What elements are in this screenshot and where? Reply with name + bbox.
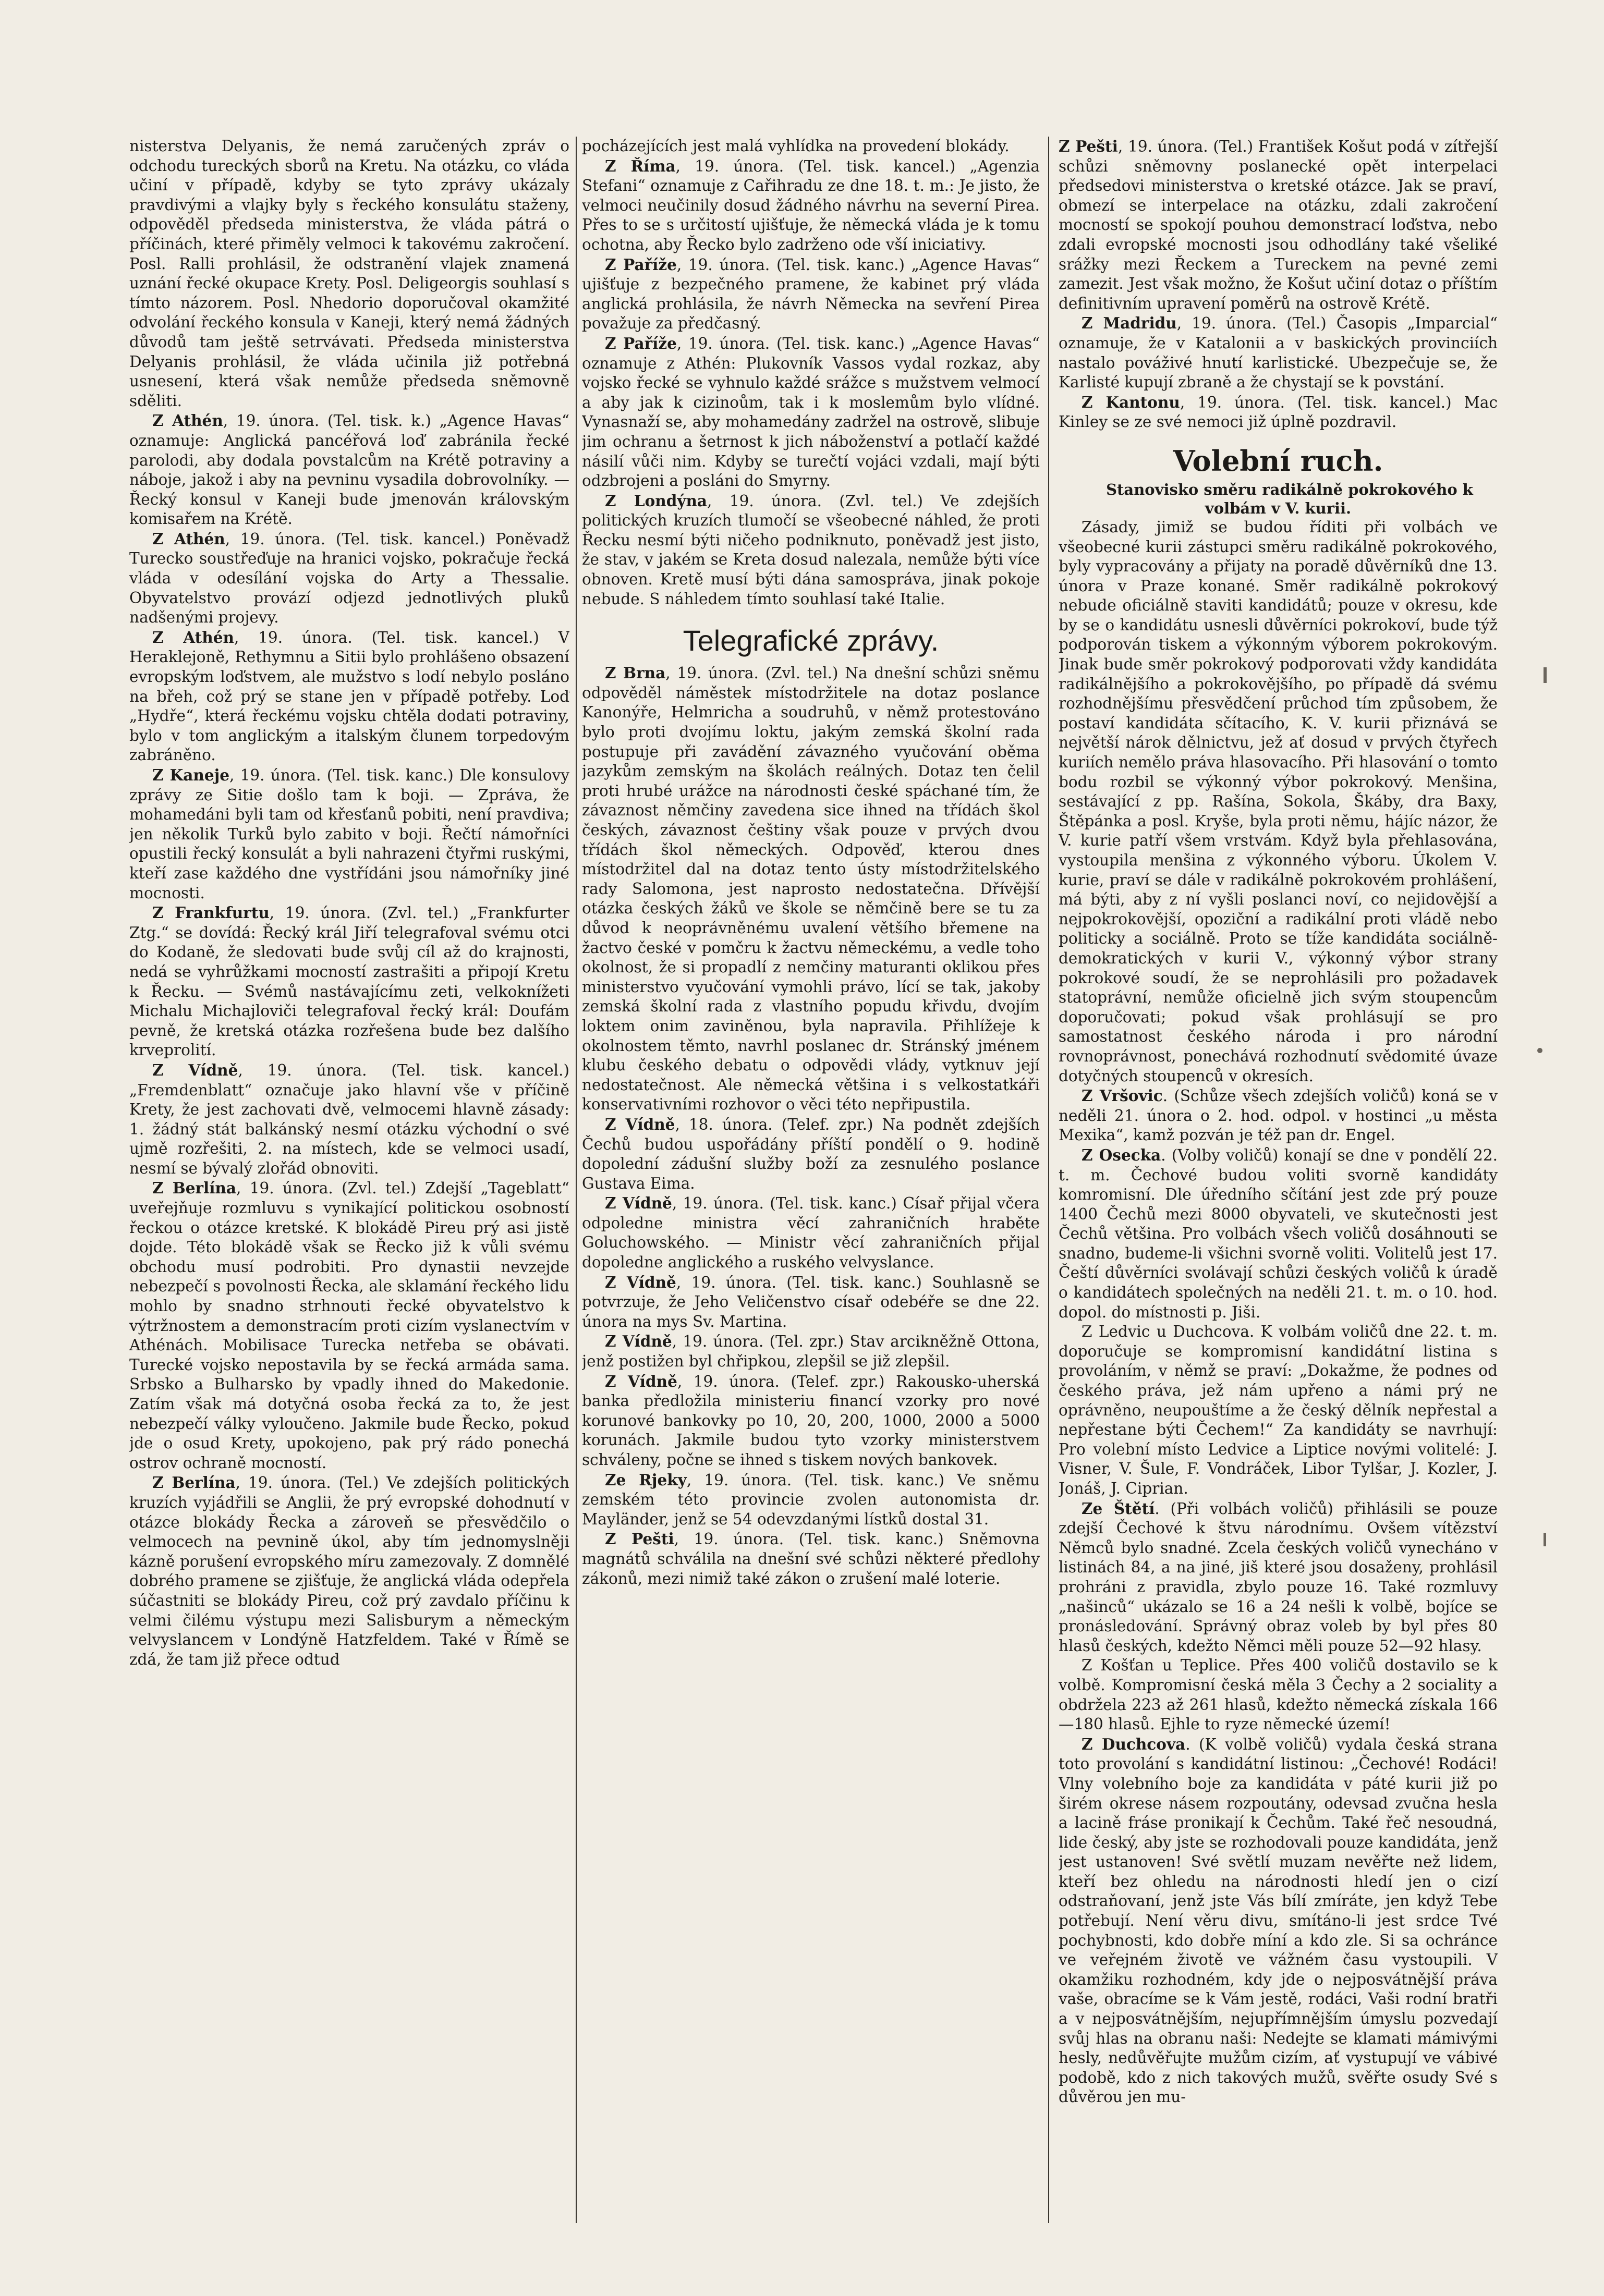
dateline: Z Athén [152, 411, 223, 430]
article-paragraph: Z Athén, 19. února. (Tel. tisk. k.) „Agence Havas“ oznamuje: Anglická pancéřová loď zabránila řecké parolodi, aby dodala povstalcům na Krétě potraviny a náboje, jakož i aby na pevninu vysadila dobrovolníky. — Řecký konsul v Kaneji bude jmenován královským komisařem na Krétě. [129, 411, 569, 528]
article-paragraph: Z Košťan u Teplice. Přes 400 voličů dostavilo se k volbě. Kompromisní česká měla 3 Čechy a 2 sociality a obdržela 223 až 261 hlasů, kdežto německá získala 166—180 hlasů. Ejhle to ryze německé území! [1059, 1656, 1498, 1733]
article-paragraph: Z Vídně, 19. února. (Tel. tisk. kanc.) Souhlasně se potvrzuje, že Jeho Veličenstvo císař odebéře se dne 22. února na mys Sv. Martina. [582, 1273, 1040, 1330]
article-paragraph: Z Duchcova. (K volbě voličů) vydala česká strana toto provolání s kandidátní listinou: „Čechové! Rodáci! Vlny volebního boje za kandidáta v páté kurii již po širém okrese násem rozpoutány, odevsad zvučna hesla a lacině fráse pronikají k Čechům. Také řeč nesoudná, lide český, aby jste se rozhodovali pouze kandidáta, jenž jest ustanoven! Své světlí muzam nevěřte než lidem, kteří bez ohledu na národnosti hledí jen o cizí odstraňovaní, jenž jste Vás bílí zmíráte, jen když Tebe potřebují. Není věru divu, smítáno-li jest srdce Tvé pochybnosti, kdo dobře míní a kdo zle. Si sa ochránce ve veřejném životě ve vážném času vystoupili. V okamžiku rozhodném, kdy jde o nejposvátnější práva vaše, obracíme se k Vám jestě, rodáci, Vaši rodní bratři a v nejposvátnějším, nejupřímnějším úmyslu pozvedají svůj hlas na obranu naši: Nedejte se klamati mámivými hesly, nedůvěřujte mužům cizím, ať vystupují ve vábivé podobě, kdo z nich takových mužů, svěřte osudy Své s důvěrou jen mu- [1059, 1735, 1498, 2106]
article-paragraph: Z Frankfurtu, 19. února. (Zvl. tel.) „Frankfurter Ztg.“ se dovídá: Řecký král Jiří telegrafoval svému otci do Kodaně, že sledovati bude svůj cíl až do krajnosti, nedá se vyhrůžkami mocností zastrašiti a připojí Kretu k Řecku. — Svémů nastávajícímu zeti, velkoknížeti Michalu Michajloviči telegrafoval řecký král: Doufám pevně, že kretská otázka rozřešena bude bez dalšího krveprolití. [129, 903, 569, 1059]
article-paragraph: Z Madridu, 19. února. (Tel.) Časopis „Imparcial“ oznamuje, že v Katalonii a v baskických provinciích nastalo pováživé hnutí karlistické. Ubezpečuje se, že Karlisté kupují zbraně a že chystají se k povstání. [1059, 314, 1498, 392]
dateline: Z Madridu [1082, 314, 1177, 333]
article-paragraph: Z Berlína, 19. února. (Tel.) Ve zdejších politických kruzích vyjádřili se Anglii, že prý evropské dohodnutí v otázce blokády Řecka a zároveň se přesvědčilo o velmocech na pevnině úkol, aby tím jednomyslněji kázně porušení evropského míru zamezovaly. Z domnělé dobrého pramene se zjišťuje, že anglická vláda odepřela súčastniti se blokády Pireu, což prý zavdalo příčinu k velmi čilému výstupu mezi Salisburym a německým velvyslancem v Londýně Hatzfeldem. Také v Římě se zdá, že tam již přece odtud [129, 1473, 569, 1668]
dateline: Z Vídně [605, 1332, 672, 1351]
article-paragraph: Z Pešti, 19. února. (Tel. tisk. kanc.) Sněmovna magnátů schválila na dnešní své schůzi některé předlohy zákonů, mezi nimiž také zákon o zrušení malé loterie. [582, 1530, 1040, 1587]
dateline: Z Vídně [605, 1372, 677, 1390]
dateline: Z Kaneje [152, 766, 230, 784]
article-paragraph: Z Vídně, 19. února. (Telef. zpr.) Rakousko-uherská banka předložila ministeriu financí vzorky pro nové korunové bankovky po 10, 20, 200, 1000, 2000 a 5000 korunách. Jakmile budou tyto vzorky ministerstvem schváleny, počne se ihned s tiskem nových bankovek. [582, 1372, 1040, 1469]
dateline: Z Říma [605, 156, 676, 175]
column-middle [582, 137, 1040, 2238]
article-paragraph: Z Londýna, 19. února. (Zvl. tel.) Ve zdejších politických kruzích tlumočí se všeobecné náhled, že proti Řecku nesmí býti ničeho podniknuto, poněvadž jest jisto, že stav, v jakém se Kreta dosud nalezala, nemůže býti více obnoven. Kretě musí býti dána samospráva, jinak pokoje nebude. S náhledem tímto souhlasí také Italie. [582, 491, 1040, 608]
article-paragraph: Z Vídně, 19. února. (Tel. zpr.) Stav arcikněžně Ottona, jenž postižen byl chřipkou, zlepšil se již zlepšil. [582, 1332, 1040, 1371]
article-paragraph: Z Kaneje, 19. února. (Tel. tisk. kanc.) Dle konsulovy zprávy ze Sitie došlo tam k boji. — Zpráva, že mohamedáni byli tam od křesťanů pobiti, není pravdiva; jen několik Turků bylo zabito v boji. Řečtí námořníci opustili řecký konsulát a byli nahrazeni čtyřmi ruskými, kteří zase každého dne vystřídáni jsou námořníky jiné mocnosti. [129, 766, 569, 902]
show-through-text [120, 113, 1502, 131]
article-paragraph: nisterstva Delyanis, že nemá zaručených zpráv o odchodu tureckých sborů na Kretu. Na otázku, co vláda učiní v případě, kdyby se tyto zprávy ukázaly pravdivými a vlajky byly s řeckého konsulátu staženy, odpověděl předseda ministerstva, že vláda pátrá o příčinách, které přiměly velmoci k takovému zakročení. Posl. Ralli prohlásil, že odstranění vlajek znamená uznání řecké okupace Krety. Posl. Deligeorgis souhlasí s tímto názorem. Posl. Nhedorio doporučoval okamžité odvolání řeckého konsula v Kaneji, který nemá žádných důvodů tam ještě setrvávati. Předseda ministerstva Delyanis prohlásil, že vláda učinila již potřebná usnesení, která však nemůže předseda sněmovně sděliti. [129, 137, 569, 410]
column-rule-right [1048, 137, 1049, 2223]
article-paragraph: Z Kantonu, 19. února. (Tel. tisk. kancel.) Mac Kinley se ze své nemoci již úplně pozdravil. [1059, 393, 1498, 431]
dateline: Z Paříže [605, 255, 677, 274]
article-paragraph: Z Vídně, 18. února. (Telef. zpr.) Na podnět zdejších Čechů budou uspořádány příští pondělí o 9. hodině dopolední zádušní služby boží za zesnulého poslance Gustava Eima. [582, 1115, 1040, 1192]
section-subheading: Stanovisko směru radikálně pokrokového k volbám v V. kurii. [1106, 480, 1473, 517]
dateline: Ze Rjeky [605, 1470, 687, 1489]
dateline: Z Brna [605, 664, 666, 682]
dateline: Z Paříže [605, 334, 677, 352]
section-heading-telegrafick: Telegrafické zprávy. [683, 624, 939, 657]
article-paragraph: Z Osecka. (Volby voličů) konají se dne v pondělí 22. t. m. Čechové budou voliti svorně kandidáty komromisní. Dle úředního sčítání jest zde prý pouze 1400 Čechů mezi 8000 obyvateli, ve skutečnosti jest Čechů většina. Pro volbách všech voličů dosáhnouti se snadno, budeme-li všichni svorně voliti. Volitelů jest 17. Čeští důvěrníci svolávají schůzi českých voličů k úradě o kandidátech společných na neděli 21. t. m. o 10. hod. dopol. do místnosti p. Jiši. [1059, 1145, 1498, 1321]
article-paragraph: Z Paříže, 19. února. (Tel. tisk. kanc.) „Agence Havas“ ujišťuje z bezpečného pramene, že kabinet prý vláda anglická prohlásila, že návrh Německa na sevření Pirea považuje za předčasný. [582, 255, 1040, 333]
dateline: Z Vídně [605, 1273, 676, 1291]
dateline: Z Vršovic [1082, 1086, 1163, 1105]
article-paragraph: Zásady, jimiž se budou říditi při volbách ve všeobecné kurii zástupci směru radikálně pokrokového, byly vypracovány a přijaty na poradě důvěrníků dne 13. února v Praze konané. Směr radikálně pokrokový nebude oficiálně staviti kandidátů; pouze v okresu, kde by se o kandidátu usnesli důvěrníci pokrokoví, bude týž podporován tiskem a výkonným výborem pokrokovým. Jinak bude směr pokrokový podporovati vždy kandidáta radikálnějšího a pokrokovějšího, po případě dá svému rozhodnějšímu přesvědčení průchod tím způsobem, že postaví kandidáta sčítacího, K. V. kurii přiznává se největší nárok dělnictvu, jež ať dosud v prvých čtyřech kuriích nemělo práva hlasovacího. Při hlasování o tomto bodu rozbil se výkonný výbor pokrokový. Menšina, sestávající z pp. Rašína, Sokola, Škáby, dra Baxy, Štěpánka a posl. Kryše, byla proti němu, hájíc názor, že V. kurie patří všem vrstvám. Když byla přehlasována, vystoupila menšina z výkonného výboru. Úkolem V. kurie, praví se dále v radikálně pokrokovém prohlášení, má býti, aby z ní vyšli poslanci noví, co nejidovější a nejpokrokovější, opoziční a radikální proti vládě nebo politicky a sociálně. Proto se tíže kandidáta sociálně-demokratických v kurii V., výkonný výbor strany pokrokové soudí, že se neprohlásili pro požadavek statoprávní, nemůže oficielně jich svým stoupencům doporučovati; pokud však prohlásují se pro samostatnost českého národa i pro národní rovnoprávnost, ponechává rozhodnutí svědomité úvaze dotyčných stoupenců v okresích. [1059, 518, 1498, 1085]
article-paragraph: Z Paříže, 19. února. (Tel. tisk. kanc.) „Agence Havas“ oznamuje z Athén: Plukovník Vassos vydal rozkaz, aby vojsko řecké se vyhnulo každé srážce s mužstvem velmocí a aby jak k cizinoům, tak i k moslemům bylo vlídné. Vynasnaží se, aby mohamedány zadržel na ostrově, slibuje jim ochranu a šetrnost k jich náboženství a potlačí každé násilí vůči nim. Kdyby se turečtí vojáci vzdali, mají býti odzbrojeni a posláni do Smyrny. [582, 334, 1040, 490]
dateline: Z Duchcova [1082, 1735, 1186, 1753]
margin-mark [1537, 1048, 1542, 1053]
article-paragraph: Ze Rjeky, 19. února. (Tel. tisk. kanc.) Ve sněmu zemském této provincie zvolen autonomista dr. Mayländer, jenž se 54 odevzdanými lístků dostal 31. [582, 1470, 1040, 1528]
margin-mark [1544, 1533, 1546, 1546]
article-paragraph: pocházejících jest malá vyhlídka na provedení blokády. [582, 137, 1010, 155]
article-paragraph: Z Vídně, 19. února. (Tel. tisk. kancel.) „Fremdenblatt“ označuje jako hlavní vše v příčině Krety, že jest zachovati dvě, velmocemi hlavně zásady: 1. žádný stát balkánský nesmí otázku východní o své ujmě rozřešiti, 2. na místech, kde se velmoci usadí, nesmí se bývalý zlořád obnoviti. [129, 1060, 569, 1177]
column-right [1059, 137, 1498, 2238]
dateline: Z Vídně [605, 1115, 675, 1133]
dateline: Z Athén [152, 628, 234, 646]
section-heading-volebni-ruch: Volební ruch. [1173, 444, 1383, 478]
article-paragraph: Z Athén, 19. února. (Tel. tisk. kancel.) V Heraklejoně, Rethymnu a Sitii bylo prohlášeno obsazení evropským loďstvem, ale mužstvo s lodí nebylo posláno na břeh, což prý se stane jen v případě potřeby. Loď „Hydře“, která řeckému vojsku chtěla dodati potraviny, bylo v tom anglickým a italským člunem torpedovým zabráněno. [129, 628, 569, 764]
article-paragraph: Ze Štětí. (Při volbách voličů) přihlásili se pouze zdejší Čechové k štvu národnímu. Ovšem vítězství Němců bylo snadné. Zcela českých voličů vynecháno v listinách 84, a na jiné, jiš které jsou dosaženy, prohlásil prohráni z pravidla, zbylo pouze 16. Také rozmluvy „našinců“ ukázalo se 16 a 24 nešli k volbě, bojíce se pronásledování. Správný obraz voleb by byl přes 80 hlasů českých, kdežto Němci měli pouze 52—92 hlasy. [1059, 1499, 1498, 1655]
article-paragraph: Z Říma, 19. února. (Tel. tisk. kancel.) „Agenzia Stefani“ oznamuje z Cařihradu ze dne 18. t. m.: Je jisto, že velmoci neučinily dosud žádného návrhu na severní Pirea. Přes to se s určitostí ujišťuje, že německá vláda je k tomu ochotna, aby Řecko bylo zadrženo ode vší iniciativy. [582, 156, 1040, 253]
dateline: Z Frankfurtu [152, 903, 270, 922]
dateline: Z Berlína [152, 1473, 236, 1492]
dateline: Z Pešti [605, 1530, 674, 1548]
article-paragraph: Z Ledvic u Duchcova. K volbám voličů dne 22. t. m. doporučuje se kompromisní kandidátní listina s provoláním, v němž se praví: „Dokažme, že podnes od českého práva, jež nám upřeno a námi prý ne oprávněno, neupouštíme a že český dělník nepřestal a nepřestane býti Čechem!“ Za kandidáty se navrhují: Pro volební místo Ledvice a Liptice novými volitelé: J. Visner, V. Šule, F. Vondráček, Libor Tylšar, J. Kozler, J. Jonáš, J. Ciprian. [1059, 1323, 1498, 1497]
article-paragraph: Z Brna, 19. února. (Zvl. tel.) Na dnešní schůzi sněmu odpověděl náměstek místodržitele na dotaz poslance Kanonýře, Helmricha a soudruhů, v němž protestováno bylo proti dvojímu loktu, jakým zemská školní rada postupuje při zavádění závazného vyučování oběma jazykům zemským na školách reálných. Dotaz ten čelil proti hrubé urážce na národnosti české spáchané tím, že závaznost němčiny zavedena sice ihned na třídách škol českých, závaznost češtiny však pouze v prvých dvou třídách škol německých. Odpověď, kterou dnes místodržitel dal na dotaz tento ústy místodržitelského rady Salomona, jest naprosto nedostatečna. Dřívější otázka českých žáků ve škole se němčině bere se tu za důvod k neoprávněnému uvalení většího břemene na žactvo české v pomčru k žactvu německému, a vedle toho okolnost, že si propadlí z nemčiny maturanti oklikou přes ministerstvo vyučování vymohli právo, lící se tak, jakoby zemská školní rada z vlastního popudu křivdu, dvojím loktem onim zaviněnou, byla napravila. Přihlížeje k okolnostem těmto, navrhl poslanec dr. Stránský jménem klubu českého debatu o odpovědi vlády, vytknuv její nedostatečnost. Ale německá většina i s velkostatkáři konservativními rozhovor o věci této nepřipustila. [582, 664, 1040, 1114]
article-paragraph: Z Vídně, 19. února. (Tel. tisk. kanc.) Císař přijal včera odpoledne ministra věcí zahraničních hraběte Goluchowského. — Ministr věcí zahraničních přijal dopoledne anglického a ruského velvyslance. [582, 1194, 1040, 1272]
article-paragraph: Z Athén, 19. února. (Tel. tisk. kancel.) Poněvadž Turecko soustřeďuje na hranici vojsko, pokračuje řecká vláda v odesílání vojska do Arty a Thessalie. Obyvatelstvo provází odjezd jednotlivých pluků nadšenými projevy. [129, 529, 569, 627]
column-left [129, 137, 569, 2238]
dateline: Z Pešti [1059, 137, 1118, 155]
dateline: Z Vídně [152, 1060, 238, 1079]
dateline: Ze Štětí [1082, 1499, 1155, 1518]
dateline: Z Athén [152, 529, 225, 548]
article-paragraph: Z Pešti, 19. února. (Tel.) František Košut podá v zítřejší schůzi sněmovny poslanecké opět interpelaci předsedovi ministerstva o kretské otázce. Jak se praví, obmezí se interpelace na otázku, zdali zakročení mocností se spokojí pouhou demonstrací loďstva, nebo zdali evropské mocnosti jsou odhodlány také všeliké srážky mezi Řeckem a Tureckem na pevné zemi zamezit. Jest však možno, že Košut učiní dotaz o příštím definitivním upravení poměrů na ostrově Krétě. [1059, 137, 1498, 312]
article-paragraph: Z Vršovic. (Schůze všech zdejších voličů) koná se v neděli 21. února o 2. hod. odpol. v hostinci „u města Mexika“, kamž pozván je též pan dr. Engel. [1059, 1086, 1498, 1144]
margin-mark [1544, 667, 1547, 683]
dateline: Z Osecka [1082, 1145, 1161, 1164]
dateline: Z Berlína [152, 1179, 236, 1198]
dateline: Z Kantonu [1082, 393, 1180, 411]
dateline: Z Vídně [605, 1194, 672, 1213]
article-paragraph: Z Berlína, 19. února. (Zvl. tel.) Zdejší „Tageblatt“ uveřejňuje rozmluvu s vynikající politickou osobností řeckou o otázce kretské. K blokádě Pireu prý asi jistě dojde. Této blokádě však se Řecko již k vůli svému obchodu musí podrobiti. Pro dynastii nevzejde nebezpečí s povolnosti Řecka, ale sklamání řeckého lidu mohlo by snadno strhnouti řecké obyvatelstvo k výtržnostem a demonstracím proti cizím vyslanectvím v Athénách. Mobilisace Turecka netřeba se obávati. Turecké vojsko nepostavila by se řecká armáda sama. Srbsko a Bulharsko by vpadly ihned do Makedonie. Zatím však má dotyčná osoba řecká za to, že jest nebezpečí války vyloučeno. Jakmile bude Řecko, pokud jde o osud Krety, upokojeno, pak prý rádo ponechá ostrov ochraně mocností. [129, 1179, 569, 1472]
column-rule-left [576, 137, 577, 2223]
dateline: Z Londýna [605, 491, 708, 510]
